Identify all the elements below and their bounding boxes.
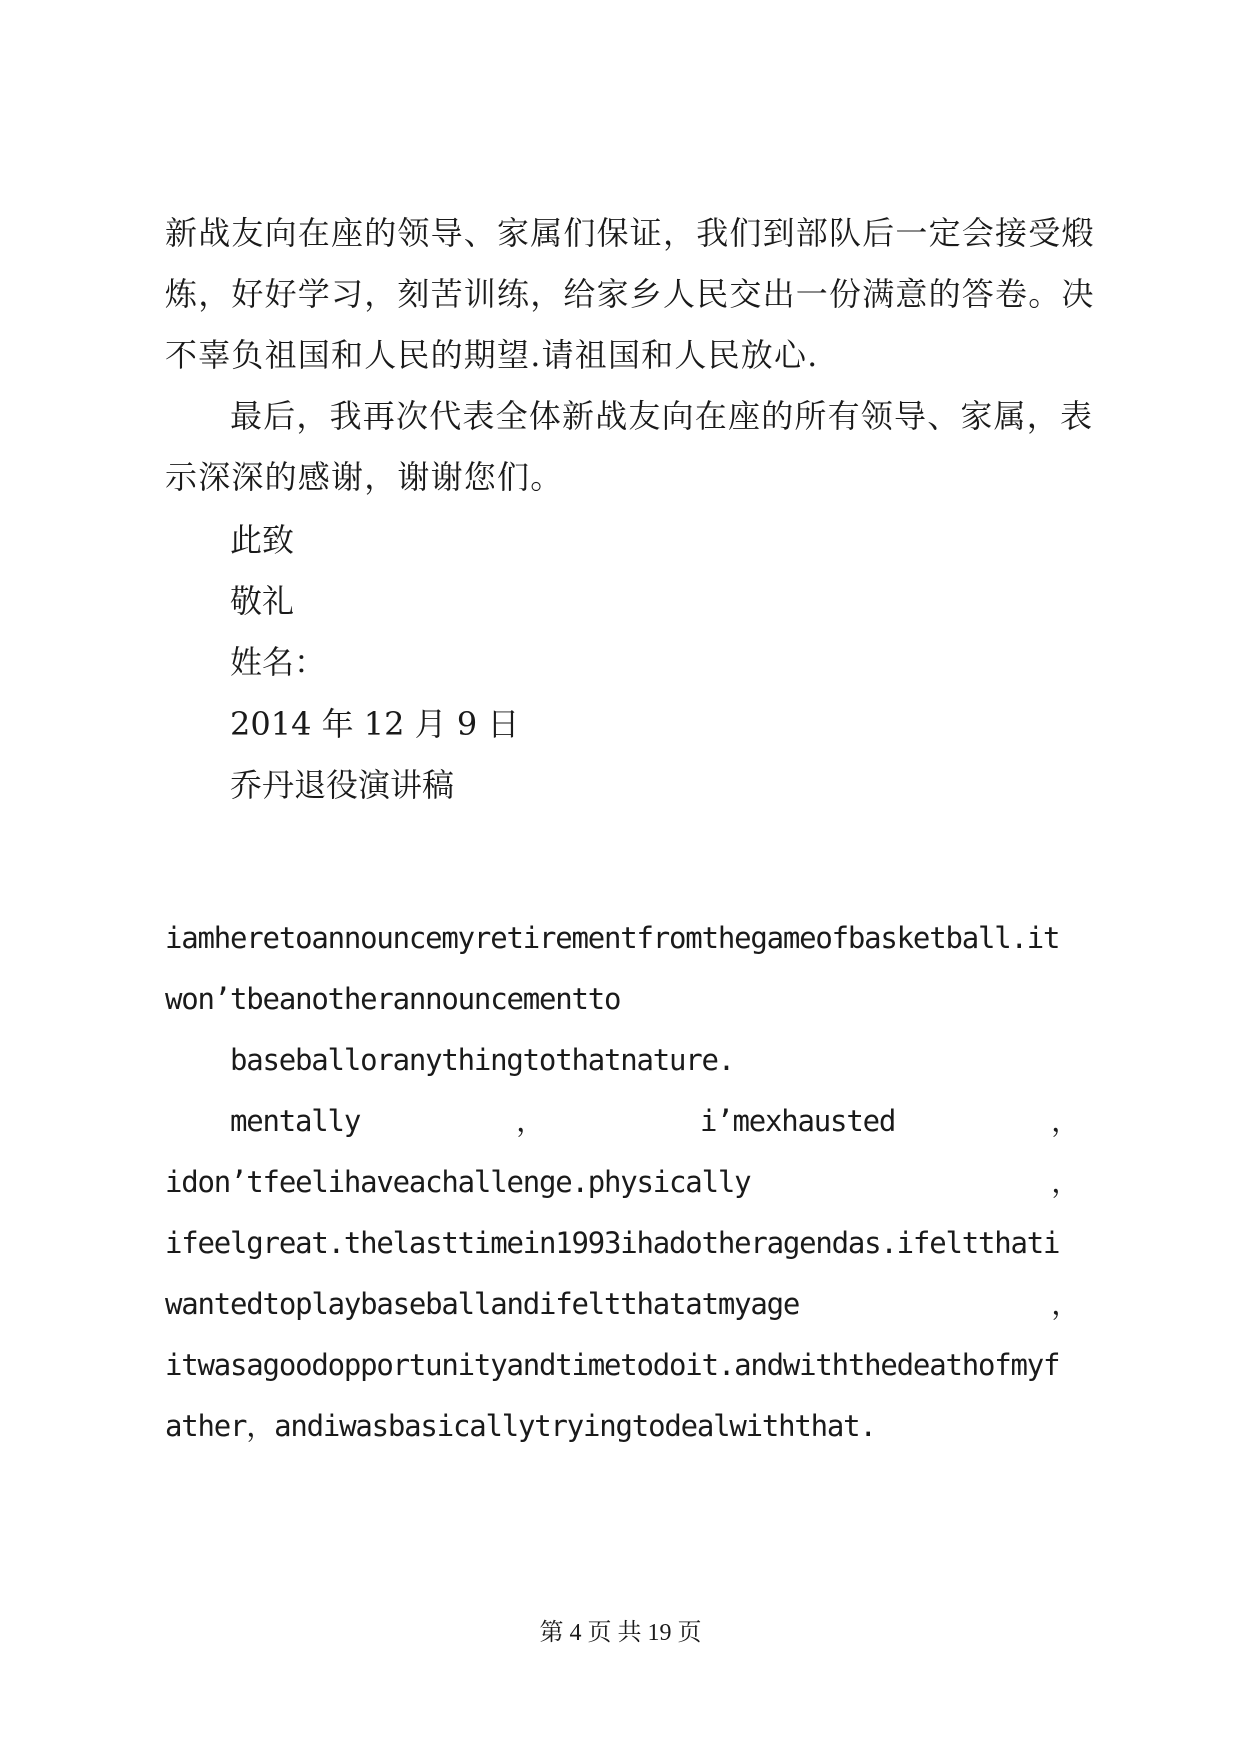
english-line-9: ather，andiwasbasicallytryingtodealwiththat.	[165, 1409, 876, 1443]
english-line-7	[165, 1284, 1079, 1324]
paragraph-1-line-2: 炼，好好学习，刻苦训练，给家乡人民交出一份满意的答卷。决	[165, 275, 1095, 313]
closing-regards: 敬礼	[230, 582, 295, 620]
paragraph-1-line-1: 新战友向在座的领导、家属们保证，我们到部队后一定会接受煅	[165, 214, 1095, 252]
english-line-4-comma-2: ，	[1051, 1104, 1079, 1138]
english-line-4-word-1: mentally	[230, 1104, 361, 1138]
english-line-6: ifeelgreat.thelasttimein1993ihadotheragendas.ifeltthati	[165, 1226, 1060, 1260]
page-number-footer: 第 4 页 共 19 页	[539, 1620, 702, 1646]
english-line-5	[165, 1162, 1079, 1202]
english-line-2: won’tbeanotherannouncementto	[165, 982, 621, 1016]
next-document-title: 乔丹退役演讲稿	[230, 766, 455, 804]
paragraph-1-line-3: 不辜负祖国和人民的期望.请祖国和人民放心.	[165, 336, 819, 374]
english-line-5-text: idon’tfeelihaveachallenge.physically	[165, 1165, 751, 1199]
paragraph-2-line-2: 示深深的感谢，谢谢您们。	[165, 458, 564, 496]
english-line-1: iamheretoannouncemyretirementfromthegameofbasketball.it	[165, 921, 1060, 955]
english-line-4	[230, 1101, 1079, 1141]
english-line-3: baseballoranythingtothatnature.	[230, 1043, 735, 1077]
paragraph-2-line-1: 最后，我再次代表全体新战友向在座的所有领导、家属，表	[230, 397, 1094, 435]
signature-name-label: 姓名：	[230, 643, 327, 681]
english-line-8: itwasagoodopportunityandtimetodoit.andwiththedeathofmyf	[165, 1348, 1060, 1382]
signature-date: 2014 年 12 月 9 日	[230, 705, 520, 743]
english-line-5-comma: ，	[1051, 1165, 1079, 1199]
english-line-4-comma-1: ，	[516, 1104, 544, 1138]
english-line-7-comma: ，	[1051, 1287, 1079, 1321]
closing-salutation: 此致	[230, 521, 295, 559]
english-line-4-word-2: i’mexhausted	[699, 1104, 896, 1138]
english-line-7-text: wantedtoplaybaseballandifeltthatatmyage	[165, 1287, 800, 1321]
